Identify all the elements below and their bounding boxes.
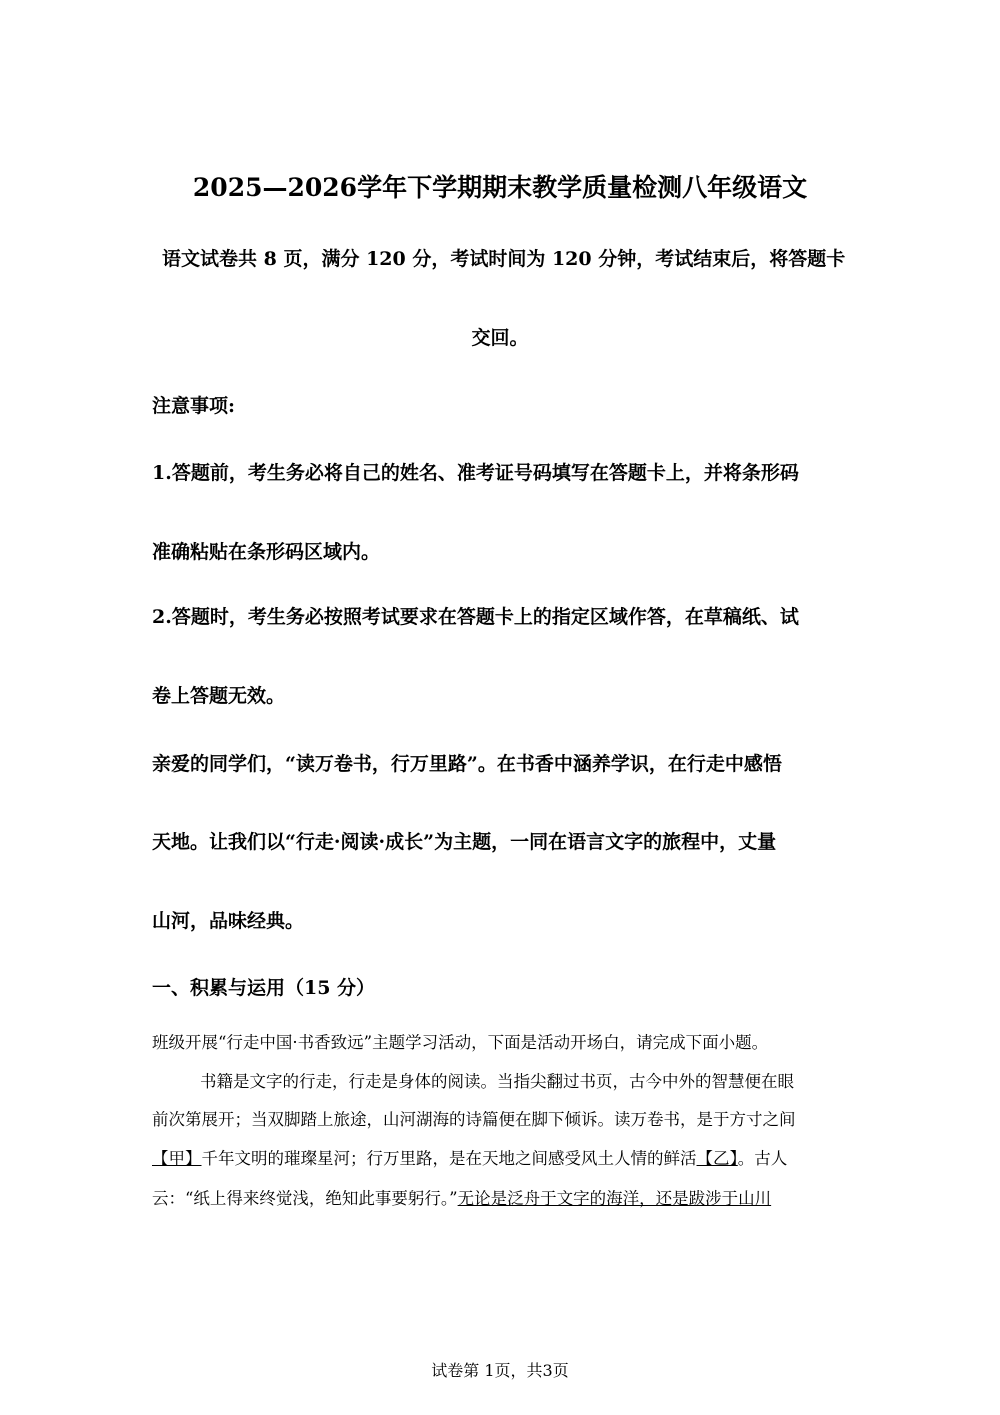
greeting-line-2: 天地。让我们以“行走·阅读·成长”为主题，一同在语言文字的旅程中，丈量 [152,831,777,853]
passage-line-2: 前次第展开；当双脚踏上旅途，山河湖海的诗篇便在脚下倾诉。读万卷书，是于方寸之间 [152,1110,796,1129]
intro-line-1: 语文试卷共 8 页，满分 120 分，考试时间为 120 分钟，考试结束后，将答题卡 [162,248,846,270]
greeting-line-1: 亲爱的同学们，“读万卷书，行万里路”。在书香中涵养学识，在行走中感悟 [152,753,782,775]
blank-yi: 【乙】 [696,1149,738,1168]
passage-line-3 [152,1145,787,1169]
passage-line-4-start: 云：“纸上得来终觉浅，绝知此事要躬行。” [152,1189,458,1208]
greeting-line-3: 山河，品味经典。 [152,910,305,932]
section-1-heading: 一、积累与运用（15 分） [152,977,376,999]
notice-item-1-line-2: 准确粘贴在条形码区域内。 [152,541,381,563]
passage-line-3-mid: 千年文明的璀璨星河；行万里路，是在天地之间感受风土人情的鲜活 [201,1149,697,1168]
passage-line-1: 书籍是文字的行走，行走是身体的阅读。当指尖翻过书页，古今中外的智慧便在眼 [200,1072,794,1091]
notice-item-2-line-1: 2.答题时，考生务必按照考试要求在答题卡上的指定区域作答，在草稿纸、试 [152,606,799,628]
notice-item-2-line-2: 卷上答题无效。 [152,685,286,707]
notice-heading: 注意事项: [152,395,236,417]
intro-line-2: 交回。 [471,327,529,349]
page-footer: 试卷第 1页，共3页 [431,1361,569,1380]
passage-line-3-end: 。古人 [737,1149,788,1168]
section-1-lead: 班级开展“行走中国·书香致远”主题学习活动，下面是活动开场白，请完成下面小题。 [152,1033,769,1052]
passage-underlined-sentence: 无论是泛舟于文字的海洋，还是跋涉于山川 [457,1189,772,1208]
blank-jia: 【甲】 [152,1149,202,1168]
notice-item-1-line-1: 1.答题前，考生务必将自己的姓名、准考证号码填写在答题卡上，并将条形码 [152,462,799,484]
passage-line-4 [152,1185,771,1209]
page-title: 2025—2026学年下学期期末教学质量检测八年级语文 [192,173,808,202]
